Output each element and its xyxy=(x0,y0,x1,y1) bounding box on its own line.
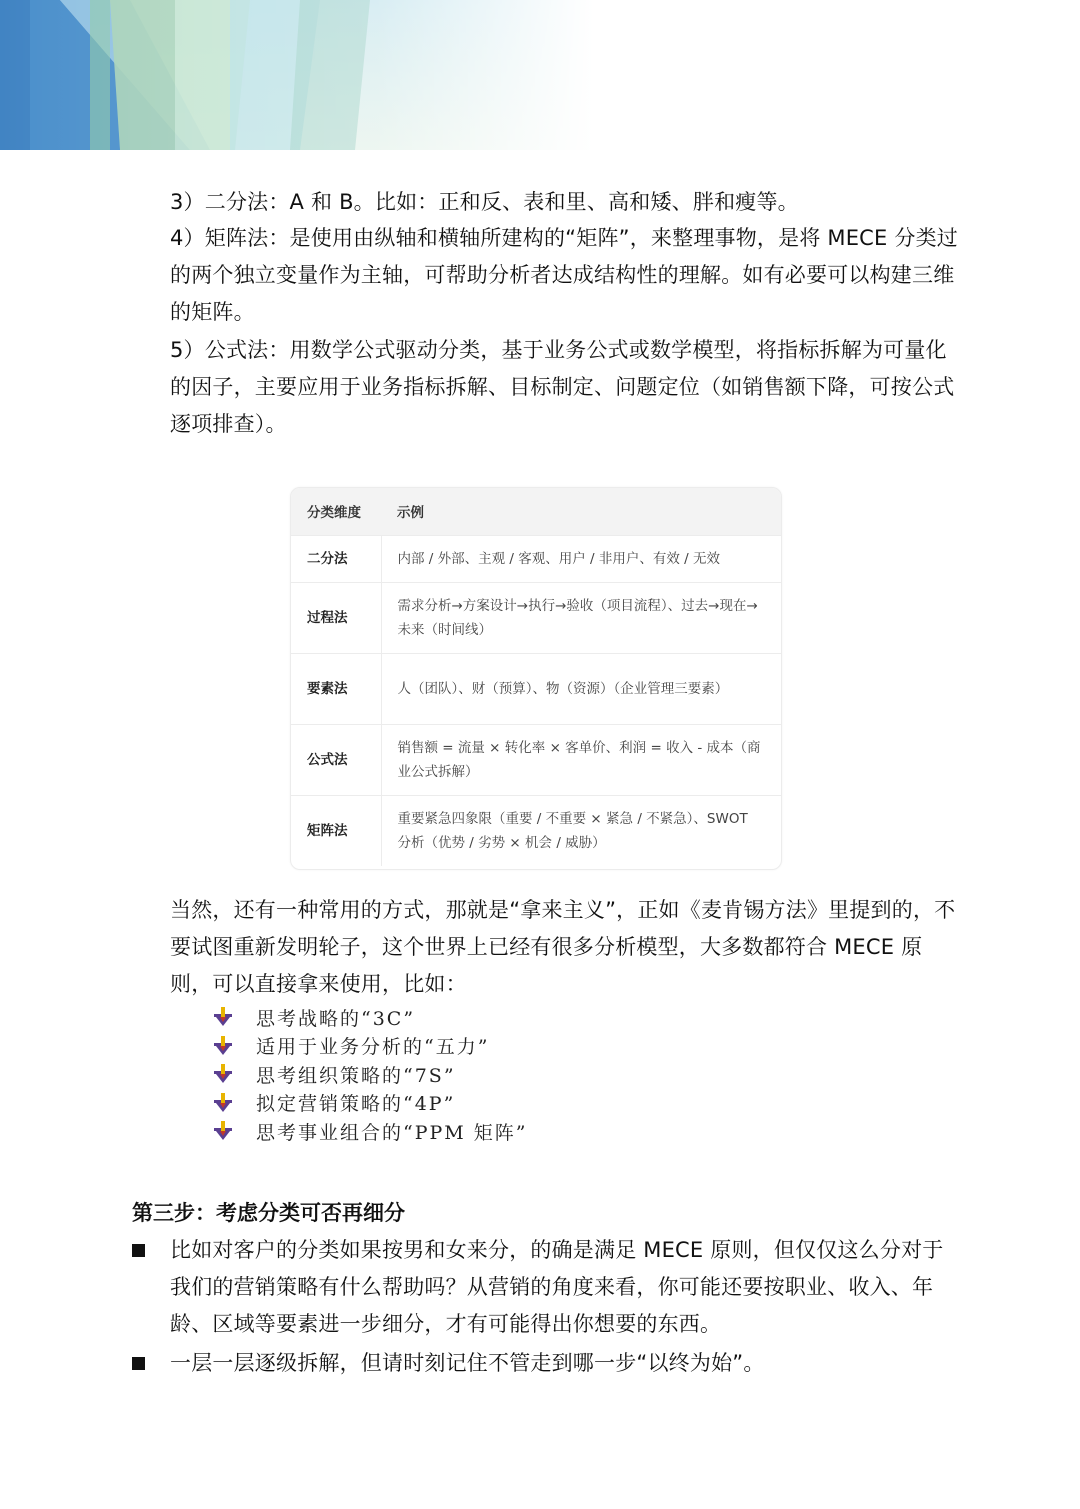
list-item xyxy=(212,1117,528,1146)
table-row xyxy=(291,582,781,653)
down-arrow-icon xyxy=(212,1035,234,1057)
down-arrow-icon xyxy=(212,1063,234,1085)
table-cell-example: 销售额 = 流量 × 转化率 × 客单价、利润 = 收入 - 成本（商业公式拆解） xyxy=(381,724,781,795)
list-item-label: 适用于业务分析的“五力” xyxy=(256,1036,490,1059)
down-arrow-icon xyxy=(212,1120,234,1142)
table-cell-example: 人（团队）、财（预算）、物（资源）（企业管理三要素） xyxy=(381,653,781,724)
table-cell-dimension: 二分法 xyxy=(291,535,381,582)
paragraph-take-it-approach: 当然，还有一种常用的方式，那就是“拿来主义”，正如《麦肯锡方法》里提到的，不要试图重新发明轮子，这个世界上已经有很多分析模型，大多数都符合 MECE 原则，可以直接拿来使用，比如： xyxy=(170,898,956,996)
list-item-label: 拟定营销策略的“4P” xyxy=(256,1093,456,1116)
list-item xyxy=(212,1032,528,1061)
list-item-label: 思考战略的“3C” xyxy=(256,1007,416,1030)
table-cell-dimension: 过程法 xyxy=(291,582,381,653)
banner-graphic xyxy=(0,0,1080,150)
header-banner xyxy=(0,0,1080,150)
table-row xyxy=(291,795,781,866)
square-bullet-icon xyxy=(132,1357,145,1370)
section-heading-step3: 第三步：考虑分类可否再细分 xyxy=(132,1201,405,1225)
classification-table xyxy=(290,487,782,870)
table-row xyxy=(291,653,781,724)
table-cell-example: 需求分析→方案设计→执行→验收（项目流程）、过去→现在→未来（时间线） xyxy=(381,582,781,653)
paragraph-formula-method: 5）公式法：用数学公式驱动分类，基于业务公式或数学模型，将指标拆解为可量化的因子，主要应用于业务指标拆解、目标制定、问题定位（如销售额下降，可按公式逐项排查）。 xyxy=(170,338,955,436)
table-header-row xyxy=(291,488,781,535)
table-cell-dimension: 矩阵法 xyxy=(291,795,381,866)
table-row xyxy=(291,535,781,582)
list-item xyxy=(212,1060,528,1089)
table-cell-example: 内部 / 外部、主观 / 客观、用户 / 非用户、有效 / 无效 xyxy=(381,535,781,582)
list-item-label: 思考事业组合的“PPM 矩阵” xyxy=(256,1121,528,1144)
bullet-text: 比如对客户的分类如果按男和女来分，的确是满足 MECE 原则，但仅仅这么分对于我们的营销策略有什么帮助吗？从营销的角度来看，你可能还要按职业、收入、年龄、区域等要素进一步细分，才有可能得出你想要的东西。 xyxy=(170,1238,944,1336)
down-arrow-icon xyxy=(212,1092,234,1114)
bullet-text: 一层一层逐级拆解，但请时刻记住不管走到哪一步“以终为始”。 xyxy=(170,1351,765,1375)
table-cell-dimension: 公式法 xyxy=(291,724,381,795)
down-arrow-icon xyxy=(212,1006,234,1028)
list-item xyxy=(212,1003,528,1032)
analysis-models-list xyxy=(212,1003,528,1146)
table-cell-dimension: 要素法 xyxy=(291,653,381,724)
table-cell-example: 重要紧急四象限（重要 / 不重要 × 紧急 / 不紧急）、SWOT 分析（优势 / 劣势 × 机会 / 威胁） xyxy=(381,795,781,866)
table-header-dimension: 分类维度 xyxy=(307,505,361,522)
paragraph-matrix-method: 4）矩阵法：是使用由纵轴和横轴所建构的“矩阵”，来整理事物，是将 MECE 分类过的两个独立变量作为主轴，可帮助分析者达成结构性的理解。如有必要可以构建三维的矩阵。 xyxy=(170,226,958,324)
list-item-label: 思考组织策略的“7S” xyxy=(256,1064,456,1087)
square-bullet-icon xyxy=(132,1244,145,1257)
table-row xyxy=(291,724,781,795)
list-item xyxy=(212,1089,528,1118)
table-header-example: 示例 xyxy=(397,505,424,522)
paragraph-binary-method: 3）二分法：A 和 B。比如：正和反、表和里、高和矮、胖和瘦等。 xyxy=(170,190,799,214)
